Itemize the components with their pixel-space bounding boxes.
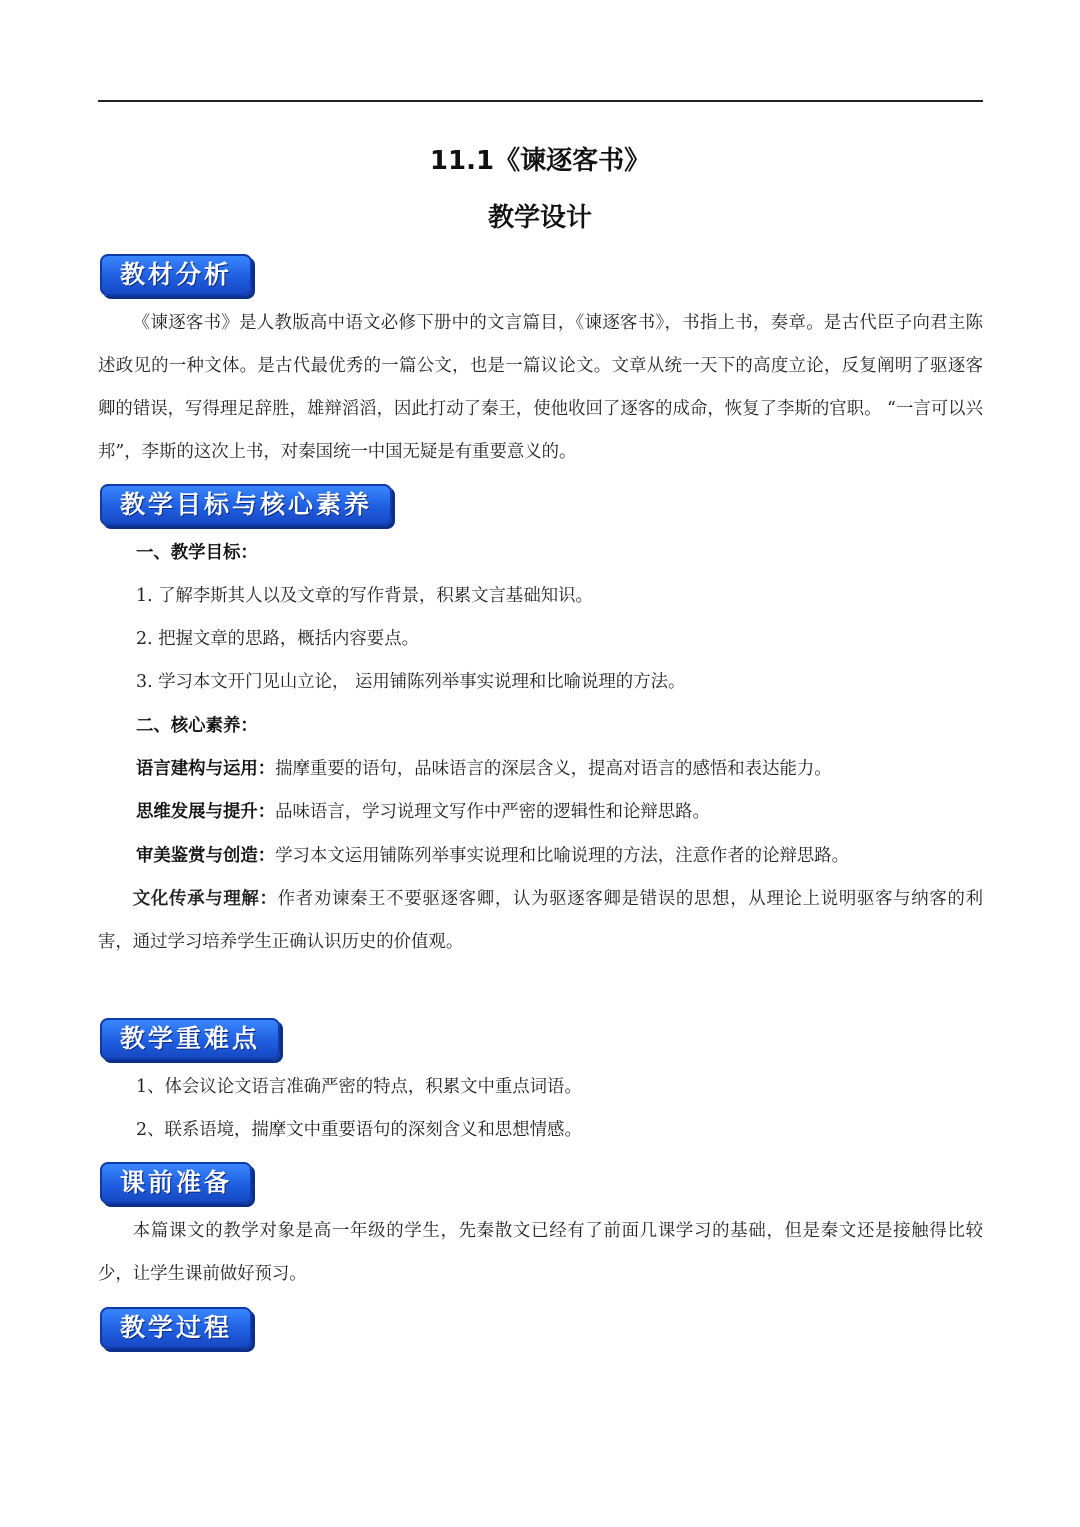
- key-point-item: 1、体会议论文语言准确严密的特点，积累文中重点词语。: [136, 1077, 582, 1097]
- literacy-item: [136, 791, 710, 834]
- literacy-item: [136, 748, 832, 791]
- section-heading-key-points: 教学重难点: [100, 1018, 280, 1060]
- literacy-text: 品味语言，学习说理文写作中严密的逻辑性和论辩思路。: [275, 802, 710, 822]
- key-point-item: 2、联系语境，揣摩文中重要语句的深刻含义和思想情感。: [136, 1120, 582, 1140]
- header-rule: [98, 100, 983, 102]
- document-subtitle: 教学设计: [487, 203, 592, 233]
- goal-item: 1. 了解李斯其人以及文章的写作背景，积累文言基础知识。: [136, 586, 593, 606]
- literacy-subheading: 二、核心素养：: [136, 716, 258, 736]
- literacy-item: [136, 835, 849, 878]
- literacy-text: 作者劝谏秦王不要驱逐客卿，认为驱逐客卿是错误的思想，从理论上说明驱客与纳客的利害，通过学习培养学生正确认识历史的价值观。: [98, 889, 983, 952]
- section-heading-analysis: 教材分析: [100, 254, 252, 296]
- literacy-item-wrapped: [98, 878, 983, 964]
- section-heading-process: 教学过程: [100, 1307, 252, 1349]
- section-heading-preparation: 课前准备: [100, 1162, 252, 1204]
- literacy-text: 揣摩重要的语句，品味语言的深层含义，提高对语言的感悟和表达能力。: [275, 759, 832, 779]
- document-title: 11.1《谏逐客书》: [429, 146, 651, 176]
- literacy-label: 审美鉴赏与创造：: [136, 846, 276, 866]
- section-heading-goals: 教学目标与核心素养: [100, 484, 392, 526]
- goal-item: 2. 把握文章的思路，概括内容要点。: [136, 629, 419, 649]
- goal-item: 3. 学习本文开门见山立论， 运用铺陈列举事实说理和比喻说理的方法。: [136, 672, 686, 692]
- literacy-label: 思维发展与提升：: [136, 802, 276, 822]
- literacy-text: 学习本文运用铺陈列举事实说理和比喻说理的方法，注意作者的论辩思路。: [275, 846, 850, 866]
- goals-subheading: 一、教学目标：: [136, 543, 258, 563]
- preparation-paragraph: 本篇课文的教学对象是高一年级的学生，先秦散文已经有了前面几课学习的基础，但是秦文还是接触得比较少，让学生课前做好预习。: [98, 1221, 983, 1284]
- literacy-label: 文化传承与理解：: [132, 889, 278, 909]
- literacy-label: 语言建构与运用：: [136, 759, 276, 779]
- analysis-paragraph: 《谏逐客书》是人教版高中语文必修下册中的文言篇目，《谏逐客书》，书指上书，奏章。是古代臣子向君主陈述政见的一种文体。是古代最优秀的一篇公文，也是一篇议论文。文章从统一天下的高度立论，反复阐明了驱逐客卿的错误，写得理足辞胜，雄辩滔滔，因此打动了秦王，使他收回了逐客的成命，恢复了李斯的官职。 “一言可以兴邦”，李斯的这次上书，对秦国统一中国无疑是有重要意义的。: [98, 313, 983, 462]
